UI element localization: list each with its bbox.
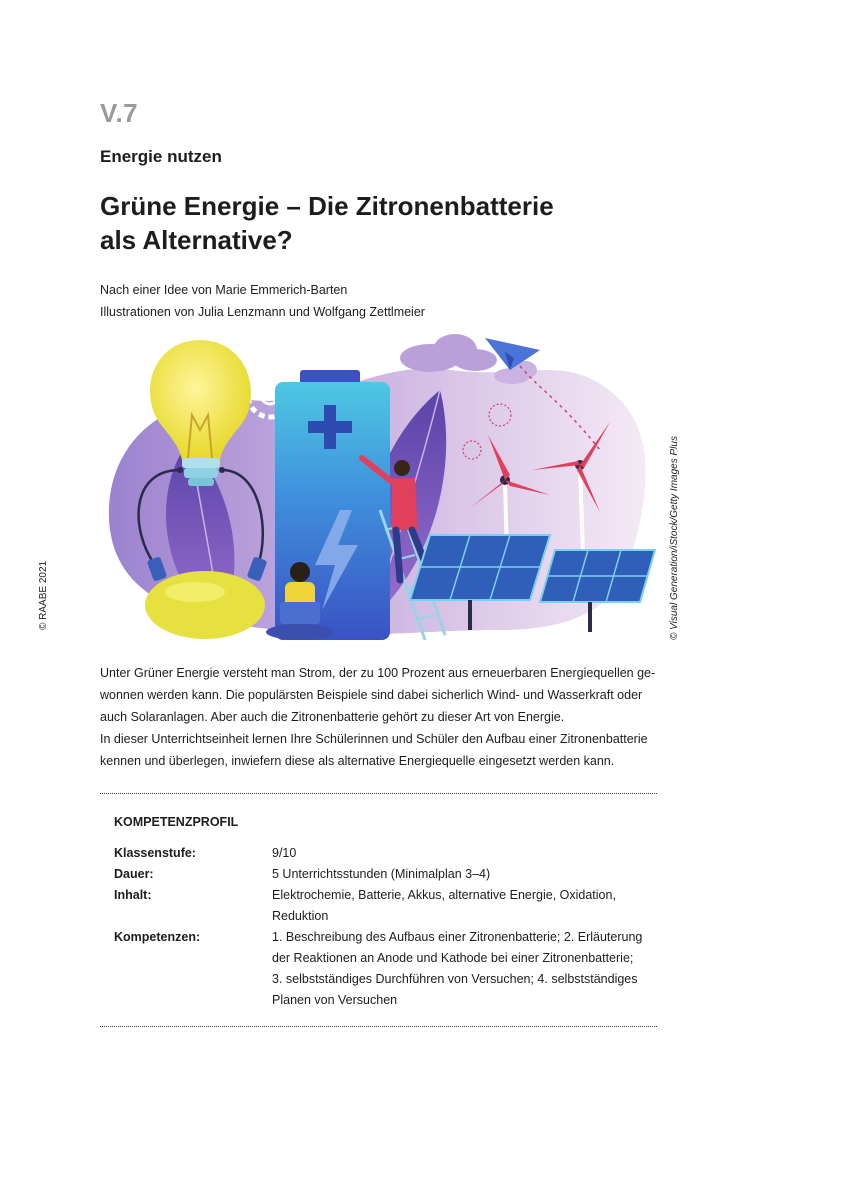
profile-row-competences	[114, 927, 654, 1011]
intro-line: auch Solaranlagen. Aber auch die Zitronenbatterie gehört zu dieser Art von Energie.	[100, 710, 565, 724]
profile-label: Klassenstufe:	[114, 846, 196, 860]
profile-value-line: Reduktion	[272, 909, 329, 923]
illustration-credit: Illustrationen von Julia Lenzmann und Wolfgang Zettlmeier	[100, 305, 425, 319]
profile-row-grade	[114, 843, 654, 864]
competence-profile	[114, 843, 654, 1011]
chapter-number: V.7	[100, 98, 139, 128]
battery-plus-horizontal	[308, 421, 352, 433]
profile-value-line: der Reaktionen an Anode und Kathode bei einer Zitronenbatterie;	[272, 951, 634, 965]
intro-line: kennen und überlegen, inwiefern diese als alternative Energiequelle eingesetzt werden kann.	[100, 754, 615, 768]
green-energy-illustration	[100, 330, 660, 650]
cloud-icon	[400, 334, 497, 372]
title-line: Grüne Energie – Die Zitronenbatterie	[100, 191, 554, 221]
profile-value-line: Elektrochemie, Batterie, Akkus, alternative Energie, Oxidation,	[272, 888, 616, 902]
profile-label: Inhalt:	[114, 888, 152, 902]
battery-cap	[300, 370, 360, 384]
intro-line: wonnen werden kann. Die populärsten Beispiele sind dabei sicherlich Wind- und Wasserkraft oder	[100, 688, 643, 702]
profile-value	[272, 843, 654, 864]
profile-value	[272, 927, 654, 1011]
profile-value-line: 1. Beschreibung des Aufbaus einer Zitronenbatterie; 2. Erläuterung	[272, 930, 643, 944]
profile-value	[272, 864, 654, 885]
subject-heading: Energie nutzen	[100, 147, 222, 166]
divider-bottom	[100, 1026, 657, 1027]
profile-value-line: 9/10	[272, 846, 297, 860]
credits	[100, 279, 425, 323]
profile-label: Dauer:	[114, 867, 154, 881]
divider-top	[100, 793, 657, 794]
intro-line: In dieser Unterrichtseinheit lernen Ihre Schülerinnen und Schüler den Aufbau einer Zitronenbatterie	[100, 732, 648, 746]
profile-label: Kompetenzen:	[114, 930, 201, 944]
intro-line: Unter Grüner Energie versteht man Strom, der zu 100 Prozent aus erneuerbaren Energiequellen ge-	[100, 666, 656, 680]
profile-heading: KOMPETENZPROFIL	[114, 815, 239, 829]
profile-value-line: 3. selbstständiges Durchführen von Versuchen; 4. selbstständiges	[272, 972, 638, 986]
idea-credit: Nach einer Idee von Marie Emmerich-Barten	[100, 283, 348, 297]
profile-row-duration	[114, 864, 654, 885]
image-credit: © Visual Generation/iStock/Getty Images Plus	[669, 436, 680, 640]
profile-row-content	[114, 885, 654, 927]
title-line: als Alternative?	[100, 225, 293, 255]
lemon-icon	[145, 571, 265, 639]
profile-value-line: Planen von Versuchen	[272, 993, 398, 1007]
profile-value	[272, 885, 654, 927]
publisher-copyright: © RAABE 2021	[38, 560, 49, 630]
page-title	[100, 189, 660, 257]
profile-value-line: 5 Unterrichtsstunden (Minimalplan 3–4)	[272, 867, 491, 881]
intro-paragraph	[100, 662, 660, 772]
